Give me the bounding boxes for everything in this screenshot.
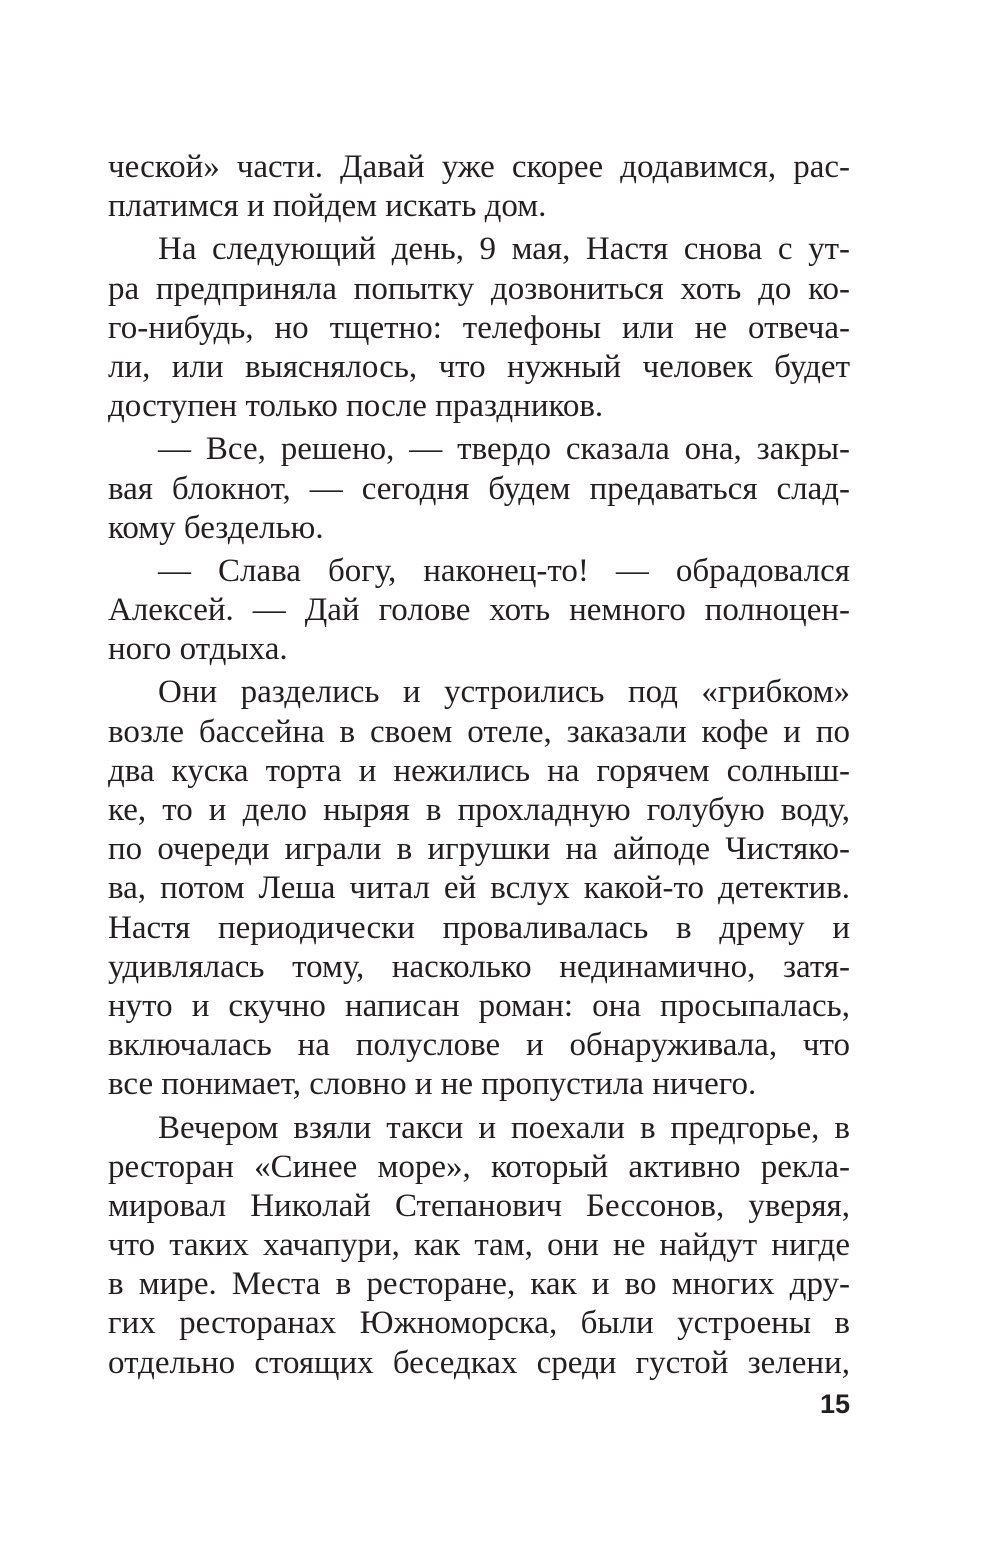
text-line: платимся и пойдем искать дом.	[108, 188, 547, 225]
text-line: мировал Николай Степанович Бессонов, уверяя,	[108, 1187, 850, 1224]
text-line: два куска торта и нежились на горячем солныш-	[108, 752, 850, 789]
paragraph	[108, 148, 850, 226]
page-number: 15	[819, 1389, 850, 1419]
text-line: возле бассейна в своем отеле, заказали кофе и по	[108, 713, 850, 750]
text-line: удивлялась тому, насколько нединамично, затя-	[108, 948, 850, 985]
text-line: гих ресторанах Южноморска, были устроены в	[108, 1305, 850, 1342]
text-line: Алексей. — Дай голове хоть немного полноцен-	[108, 592, 850, 629]
text-line: го-нибудь, но тщетно: телефоны или не отвеча-	[108, 309, 850, 346]
text-line: ресторан «Синее море», который активно рекла-	[108, 1148, 850, 1185]
text-line: что таких хачапури, как там, они не найдут нигде	[108, 1227, 850, 1264]
paragraph	[108, 552, 850, 670]
text-line: нуто и скучно написан роман: она просыпалась,	[108, 987, 850, 1024]
text-line: — Слава богу, наконец-то! — обрадовался	[158, 552, 850, 589]
paragraph	[108, 1109, 850, 1383]
text-line: доступен только после праздников.	[108, 388, 604, 425]
text-line: На следующий день, 9 мая, Настя снова с ут-	[158, 231, 850, 268]
text-line: ческой» части. Давай уже скорее додавимся, рас-	[108, 149, 850, 185]
text-line: отдельно стоящих беседках среди густой зелени,	[108, 1344, 850, 1381]
text-line: Вечером взяли такси и поехали в предгорье, в	[158, 1109, 850, 1146]
text-line: по очереди играли в игрушки на айподе Чистяко-	[108, 831, 850, 868]
text-line: ного отдыха.	[108, 631, 288, 668]
paragraph	[108, 673, 850, 1104]
text-line: ва, потом Леша читал ей вслух какой-то детектив.	[108, 870, 850, 907]
text-line: ли, или выяснялось, что нужный человек будет	[108, 348, 850, 385]
paragraph	[108, 230, 850, 426]
text-line: в мире. Места в ресторане, как и во многих дру-	[108, 1266, 850, 1303]
text-line: Настя периодически проваливалась в дрему и	[108, 909, 850, 946]
text-line: включалась на полуслове и обнаруживала, что	[108, 1027, 850, 1064]
paragraph	[108, 430, 850, 548]
text-line: ке, то и дело ныряя в прохладную голубую воду,	[108, 792, 850, 828]
text-line: ра предприняла попытку дозвониться хоть до ко-	[108, 270, 850, 307]
page-body	[108, 148, 850, 1383]
text-line: вая блокнот, — сегодня будем предаваться слад-	[108, 470, 850, 507]
text-line: — Все, решено, — твердо сказала она, закры-	[158, 431, 850, 468]
text-line: все понимает, словно и не пропустила ничего.	[108, 1066, 757, 1103]
text-line: Они разделись и устроились под «грибком»	[158, 674, 850, 711]
text-line: кому безделью.	[108, 509, 324, 546]
